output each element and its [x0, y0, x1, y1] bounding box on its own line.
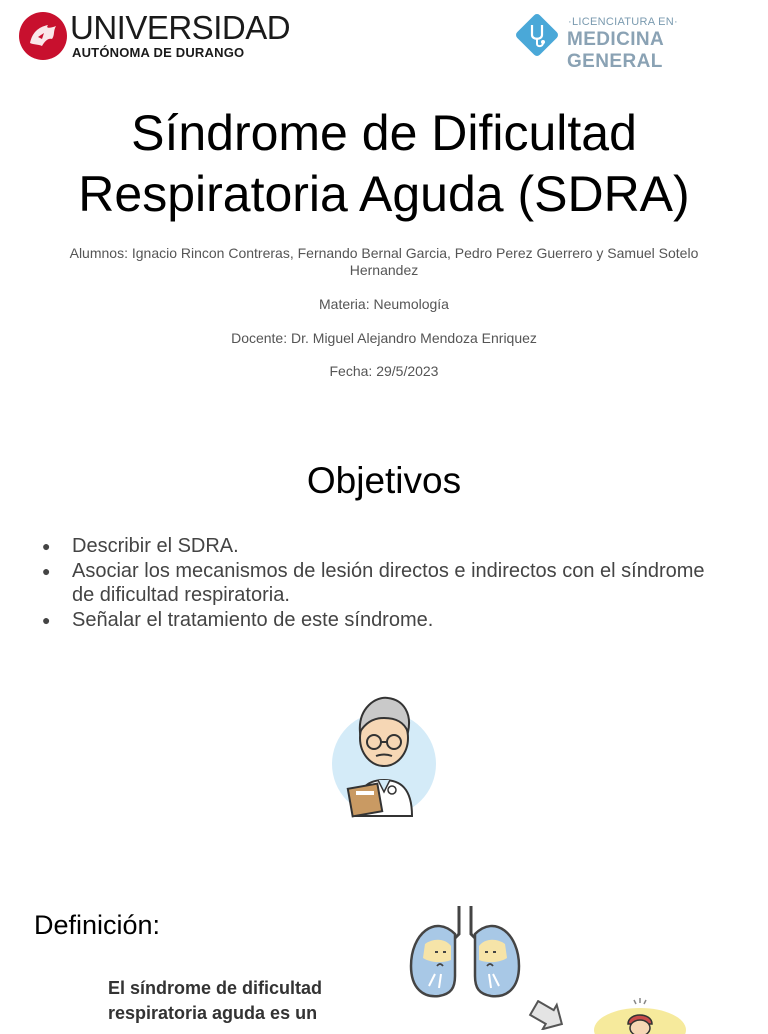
- definition-heading: Definición:: [34, 910, 161, 940]
- title-line-1: Síndrome de Dificultad: [131, 105, 637, 161]
- objectives-heading: Objetivos: [306, 460, 462, 501]
- program-name: MEDICINA GENERAL: [567, 29, 664, 72]
- objective-item: ● Describir el SDRA.: [42, 535, 239, 557]
- bullet-icon: ●: [42, 562, 51, 579]
- title-line-2: Respiratoria Aguda (SDRA): [78, 166, 690, 222]
- date: Fecha: 29/5/2023: [329, 363, 439, 379]
- students-line-2: Hernandez: [349, 262, 419, 278]
- teacher: Docente: Dr. Miguel Alejandro Mendoza Enriquez: [231, 330, 537, 346]
- objective-item: ● Señalar el tratamiento de este síndrome.: [42, 608, 434, 631]
- program-label: ·LICENCIATURA EN·: [568, 16, 679, 28]
- university-subtitle: AUTÓNOMA DE DURANGO: [72, 45, 245, 60]
- patient-illustration: [590, 994, 690, 1034]
- definition-text: [108, 976, 338, 1026]
- objectives-list: [40, 534, 730, 632]
- lungs-illustration: [405, 904, 525, 1012]
- program-logo: [512, 10, 762, 72]
- doctor-illustration: [326, 688, 442, 824]
- bullet-icon: ●: [42, 538, 51, 554]
- page-title: [0, 103, 768, 225]
- students-line-1: Alumnos: Ignacio Rincon Contreras, Fernando Bernal Garcia, Pedro Perez Guerrero y Samuel Sotelo: [69, 245, 699, 261]
- subject: Materia: Neumología: [319, 296, 449, 312]
- objective-item: ● Asociar los mecanismos de lesión directos e indirectos con el síndrome de dificultad respiratoria.: [42, 559, 705, 606]
- definition-line-1: El síndrome de dificultad: [108, 978, 323, 998]
- students: [30, 245, 738, 279]
- university-logo: [18, 9, 291, 64]
- university-name: UNIVERSIDAD: [70, 9, 291, 46]
- stethoscope-icon: [512, 10, 562, 60]
- bullet-icon: ●: [42, 611, 51, 628]
- university-emblem-icon: [18, 11, 68, 61]
- arrow-icon: [528, 1000, 568, 1030]
- definition-line-2: respiratoria aguda es un: [108, 1003, 318, 1023]
